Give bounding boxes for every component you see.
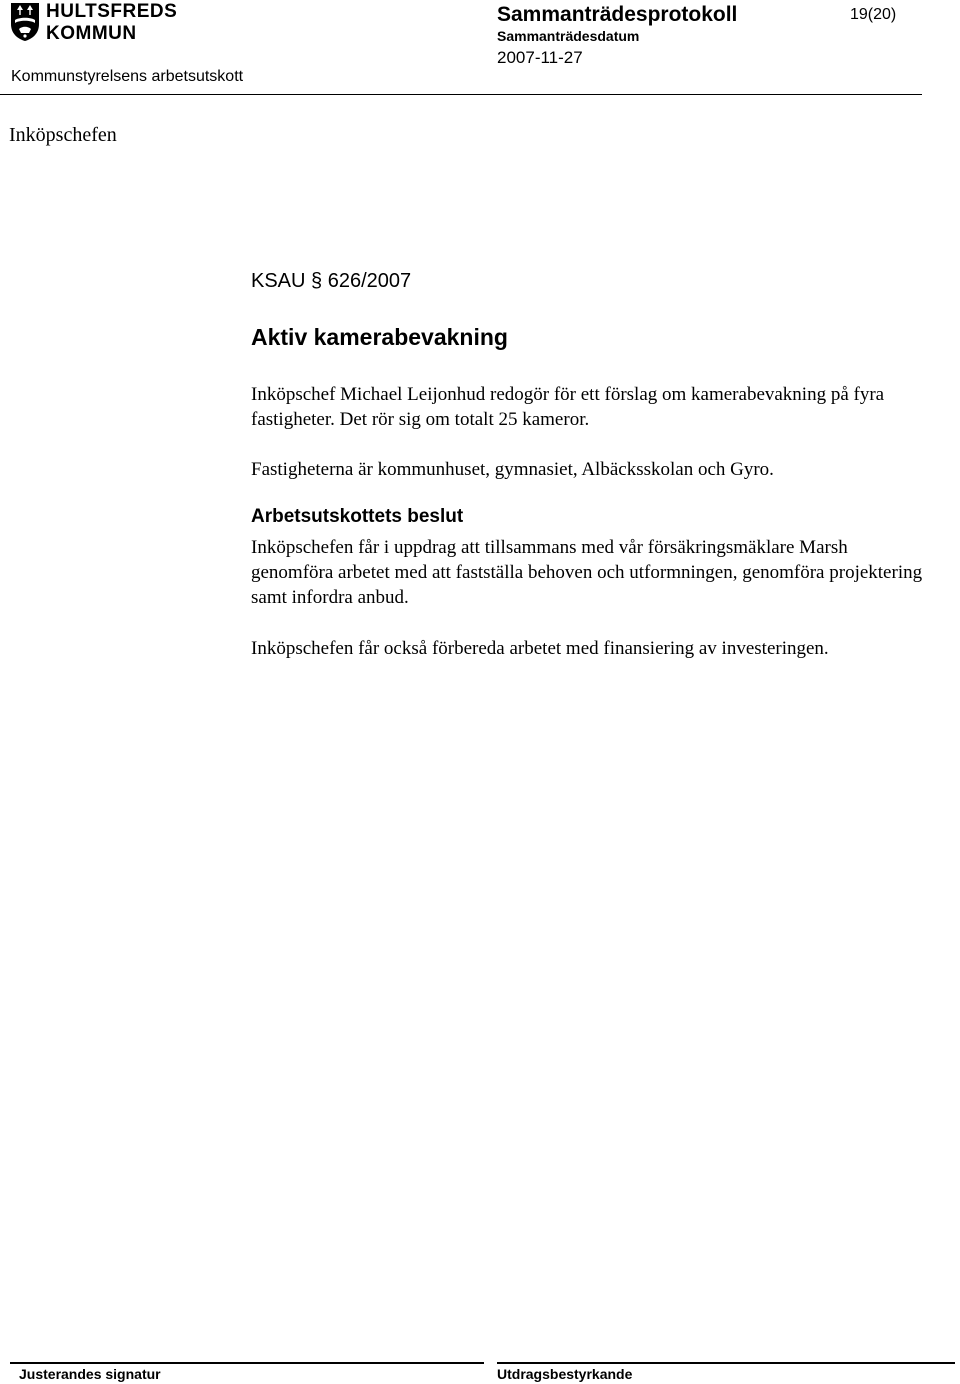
section-symbol: § xyxy=(311,270,323,292)
page-number: 19(20) xyxy=(850,6,897,23)
case-id: 626/2007 xyxy=(327,270,412,292)
document-title: Sammanträdesprotokoll xyxy=(497,3,738,26)
logo-line-1: HULTSFREDS xyxy=(46,1,178,22)
certification-label: Utdragsbestyrkande xyxy=(497,1366,633,1382)
case-number xyxy=(251,269,411,293)
municipality-logo xyxy=(10,2,182,44)
case-heading: Aktiv kamerabevakning xyxy=(251,324,508,350)
paragraph: Inköpschef Michael Leijonhud redogör för ett förslag om kamerabevakning på fyra fastigheter. Det rör sig om totalt 25 kameror. xyxy=(251,384,885,430)
logo-line-2: KOMMUN xyxy=(46,23,137,44)
signature-line xyxy=(10,1362,484,1364)
recipient: Inköpschefen xyxy=(9,124,117,146)
decision-paragraph: Inköpschefen får också förbereda arbetet med finansiering av investeringen. xyxy=(251,638,829,659)
meeting-date-label: Sammanträdesdatum xyxy=(497,28,640,44)
certification-line xyxy=(497,1362,955,1364)
meeting-date-value: 2007-11-27 xyxy=(497,48,583,67)
header-divider xyxy=(0,94,922,95)
signature-label: Justerandes signatur xyxy=(19,1366,161,1382)
decision-heading: Arbetsutskottets beslut xyxy=(251,506,464,527)
decision-paragraph: Inköpschefen får i uppdrag att tillsammans med vår försäkringsmäklare Marsh genomföra arbetet med att fastställa behoven och utformningen, genomföra projektering samt infordra anbud. xyxy=(251,537,923,608)
municipal-coat-of-arms-icon xyxy=(10,2,40,42)
department-name: Kommunstyrelsens arbetsutskott xyxy=(11,68,244,85)
paragraph: Fastigheterna är kommunhuset, gymnasiet, Albäcksskolan och Gyro. xyxy=(251,459,774,480)
case-prefix: KSAU xyxy=(251,270,306,292)
